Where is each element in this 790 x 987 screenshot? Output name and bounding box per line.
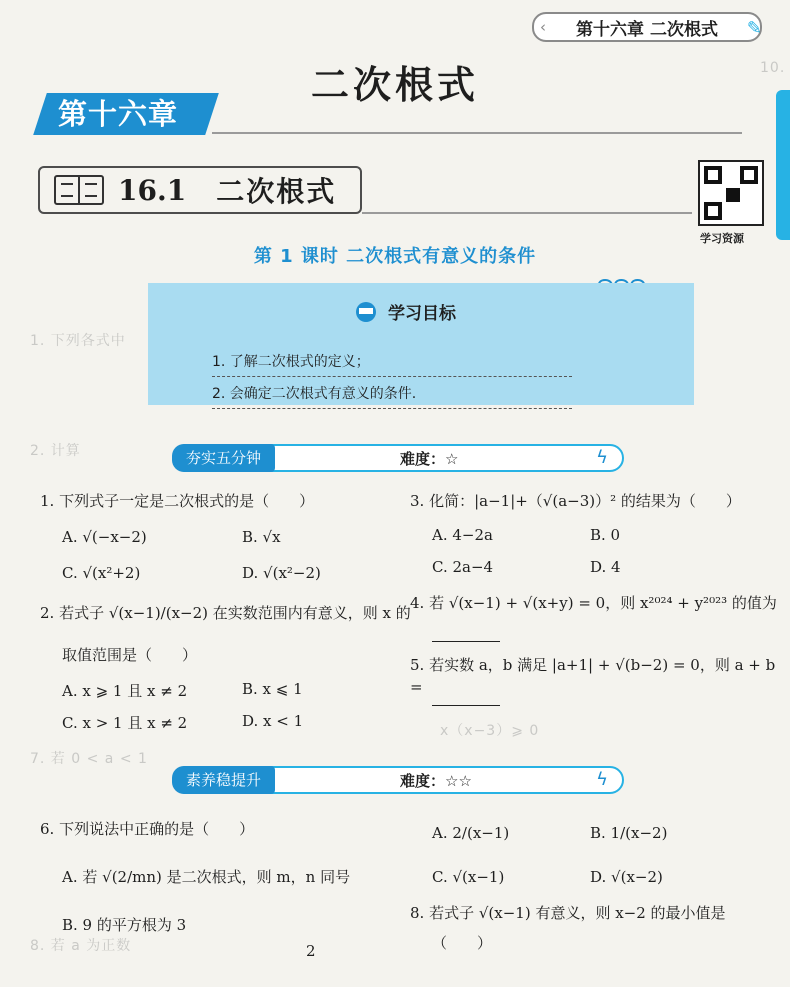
question-3-stem: 3. 化简：|a−1|+（√(a−3)）² 的结果为（ ）: [410, 492, 741, 510]
practice-bar-advanced: [172, 766, 624, 794]
question-4-stem: 4. 若 √(x−1) + √(x+y) = 0，则 x²⁰²⁴ + y²⁰²³ 的值为: [410, 594, 777, 612]
section-name: 二次根式: [216, 175, 337, 208]
question-2-option-a: A. x ⩾ 1 且 x ≠ 2: [62, 682, 188, 700]
question-2-option-b: B. x ⩽ 1: [242, 680, 303, 698]
practice-bar-label: 夯实五分钟: [172, 444, 275, 472]
graduation-cap-icon: [356, 302, 376, 322]
question-7-option-c: C. √(x−1): [432, 868, 505, 886]
question-7-option-a: A. 2/(x−1): [432, 824, 510, 842]
chapter-band-text: 第十六章: [58, 97, 179, 131]
learning-goals-box: [148, 283, 694, 405]
chevron-left-icon: ‹: [540, 18, 546, 36]
practice-bar-label: 素养稳提升: [172, 766, 275, 794]
book-icon: [54, 175, 104, 205]
question-2-option-c: C. x > 1 且 x ≠ 2: [62, 714, 188, 732]
question-6-option-a: A. 若 √(2/mn) 是二次根式，则 m，n 同号: [62, 868, 351, 886]
answer-blank[interactable]: [432, 684, 500, 706]
divider: [362, 212, 692, 214]
goal-item: 1. 了解二次根式的定义；: [212, 351, 572, 377]
question-3-option-b: B. 0: [590, 526, 621, 544]
chapter-header-pill: [532, 12, 762, 42]
question-2-stem-cont: 取值范围是（ ）: [62, 646, 198, 664]
question-2-option-d: D. x < 1: [242, 712, 304, 730]
question-6-stem: 6. 下列说法中正确的是（ ）: [40, 820, 255, 838]
question-1-option-d: D. √(x²−2): [242, 564, 321, 582]
lightning-icon: ϟ: [596, 769, 608, 790]
question-7-option-d: D. √(x−2): [590, 868, 663, 886]
bleed-through-text: 7. 若 0 < a < 1: [30, 751, 148, 767]
question-7-option-b: B. 1/(x−2): [590, 824, 668, 842]
bleed-through-text: 8. 若 a 为正数: [30, 938, 132, 954]
difficulty-rating: 难度：☆: [400, 450, 459, 468]
section-heading: [38, 166, 362, 214]
bleed-through-text: x（x−3）⩾ 0: [440, 723, 540, 739]
cropped-fragment: 2: [306, 942, 316, 960]
question-3-option-d: D. 4: [590, 558, 621, 576]
section-number: 16.1: [118, 173, 187, 207]
lesson-title: 第 1 课时 二次根式有意义的条件: [253, 246, 537, 267]
divider: [212, 132, 742, 134]
goals-heading: [356, 299, 456, 324]
practice-bar-basic: [172, 444, 624, 472]
question-1-option-b: B. √x: [242, 528, 281, 546]
question-1-stem: 1. 下列式子一定是二次根式的是（ ）: [40, 492, 315, 510]
goal-item: 2. 会确定二次根式有意义的条件.: [212, 383, 572, 409]
pen-icon: ✎: [746, 18, 762, 39]
answer-blank[interactable]: [432, 620, 500, 642]
chapter-pill-text: 第十六章 二次根式: [576, 19, 718, 40]
question-5-stem: 5. 若实数 a，b 满足 |a+1| + √(b−2) = 0，则 a + b =: [410, 656, 776, 696]
qr-code-icon[interactable]: [698, 160, 764, 226]
goals-heading-text: 学习目标: [388, 304, 456, 324]
question-6-option-b: B. 9 的平方根为 3: [62, 916, 187, 934]
bleed-through-text: 1. 下列各式中: [30, 333, 126, 349]
qr-label: 学习资源: [700, 232, 744, 245]
question-8-stem: 8. 若式子 √(x−1) 有意义，则 x−2 的最小值是: [410, 904, 726, 922]
question-1-option-a: A. √(−x−2): [62, 528, 147, 546]
difficulty-rating: 难度：☆☆: [400, 772, 472, 790]
answer-parentheses[interactable]: （ ）: [432, 934, 493, 952]
bleed-through-text: 10.: [760, 60, 786, 76]
question-1-option-c: C. √(x²+2): [62, 564, 141, 582]
page-title: 二次根式: [310, 63, 479, 107]
lightning-icon: ϟ: [596, 447, 608, 468]
question-2-stem: 2. 若式子 √(x−1)/(x−2) 在实数范围内有意义，则 x 的: [40, 604, 411, 622]
page-edge-tab: [776, 90, 790, 240]
question-3-option-a: A. 4−2a: [432, 526, 493, 544]
bleed-through-text: 2. 计算: [30, 443, 81, 459]
question-3-option-c: C. 2a−4: [432, 558, 494, 576]
